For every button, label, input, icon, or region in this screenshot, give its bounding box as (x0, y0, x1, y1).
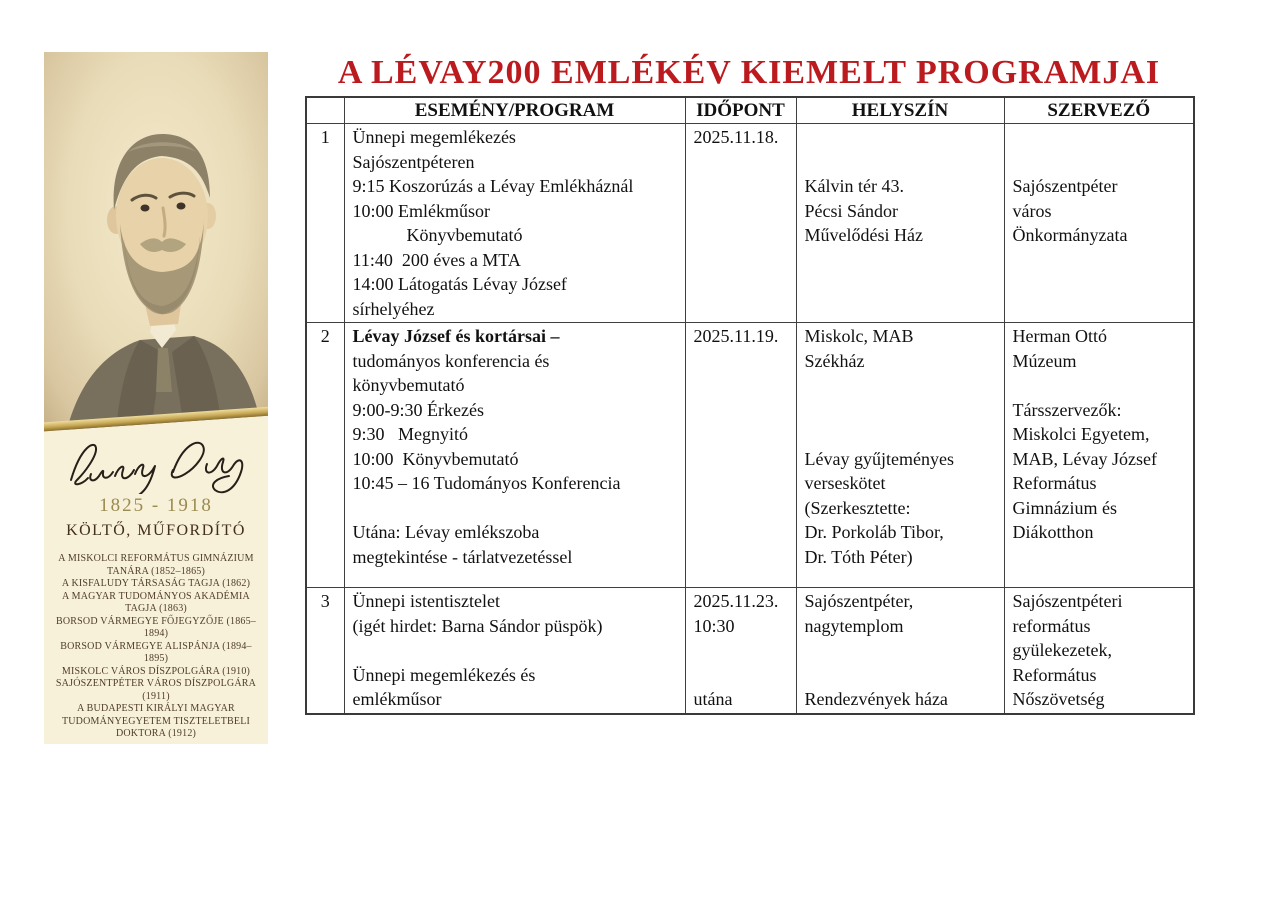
place-cell (796, 323, 1004, 588)
time-text: 2025.11.23. 10:30 utána (693, 591, 779, 709)
event-title-bold: Lévay József és kortársai – (352, 326, 560, 346)
honor-item: A BUDAPESTI KIRÁLYI MAGYAR TUDOMÁNYEGYETEM TISZTELETBELI DOKTORA (1912) (61, 703, 251, 739)
event-text: Ünnepi megemlékezés Sajószentpéteren 9:15 Koszorúzás a Lévay Emlékháznál 10:00 Emlékműsor Könyvbemutató 11:40 200 éves a MTA 14:00 Látogatás Lévay József sírhelyéhez (352, 127, 634, 319)
honor-item: A KISFALUDY TÁRSASÁG TAGJA (1862) (61, 578, 251, 589)
col-header-place: HELYSZÍN (796, 97, 1004, 124)
time-cell (685, 323, 796, 588)
life-dates: 1825 - 1918 (99, 495, 213, 516)
honor-item: A MAGYAR TUDOMÁNYOS AKADÉMIA TAGJA (1863) (62, 590, 250, 614)
col-header-num (306, 97, 344, 124)
time-text: 2025.11.18. (693, 127, 779, 147)
levay-signature (61, 436, 251, 494)
place-cell (796, 588, 1004, 714)
col-header-event: ESEMÉNY/PROGRAM (344, 97, 685, 124)
table-row (306, 323, 1194, 588)
place-cell (796, 124, 1004, 323)
event-cell (344, 124, 685, 323)
page-title: A LÉVAY200 EMLÉKÉV KIEMELT PROGRAMJAI (337, 54, 1161, 91)
place-text: Sajószentpéter, nagytemplom Rendezvények háza (804, 591, 948, 709)
col-header-time: IDŐPONT (685, 97, 796, 124)
honor-item: BORSOD VÁRMEGYE FŐJEGYZŐJE (1865–1894) (55, 615, 257, 639)
honor-item: MISKOLC VÁROS DÍSZPOLGÁRA (1910) (61, 665, 251, 677)
row-number: 3 (306, 588, 344, 714)
organizer-text: Herman Ottó Múzeum Társszervezők: Miskolci Egyetem, MAB, Lévay József Református Gimnázium és Diákotthon (1012, 326, 1157, 542)
left-panel (44, 52, 268, 744)
portrait-photo (44, 52, 268, 452)
time-cell (685, 124, 796, 323)
col-header-organizer: SZERVEZŐ (1004, 97, 1194, 124)
organizer-cell (1004, 124, 1194, 323)
program-table (305, 96, 1195, 715)
honor-item: BORSOD VÁRMEGYE ALISPÁNJA (1894–1895) (60, 640, 252, 664)
table-row (306, 588, 1194, 714)
event-cell (344, 588, 685, 714)
organizer-text: Sajószentpéteri református gyülekezetek, Református Nőszövetség (1012, 591, 1123, 709)
time-text: 2025.11.19. (693, 326, 779, 346)
row-number: 2 (306, 323, 344, 588)
row-number: 1 (306, 124, 344, 323)
event-text: Ünnepi istentisztelet (igét hirdet: Barna Sándor püspök) Ünnepi megemlékezés és emlékműsor (352, 591, 603, 709)
levay-portrait-image (44, 52, 268, 452)
event-cell (344, 323, 685, 588)
panel-info (44, 436, 268, 741)
organizer-cell (1004, 588, 1194, 714)
header-row (306, 97, 1194, 124)
honors-list (50, 553, 262, 741)
organizer-text: Sajószentpéter város Önkormányzata (1012, 176, 1128, 245)
place-text: Kálvin tér 43. Pécsi Sándor Művelődési Ház (804, 176, 923, 245)
event-text: tudományos konferencia és könyvbemutató 9:00-9:30 Érkezés 9:30 Megnyitó 10:00 Könyvbemutató 10:45 – 16 Tudományos Konferencia Utána: Lévay emlékszoba megtekintése - tárlatvezetéssel (352, 350, 621, 567)
organizer-cell (1004, 323, 1194, 588)
honor-item: SAJÓSZENTPÉTER VÁROS DÍSZPOLGÁRA (1911) (55, 678, 257, 702)
time-cell (685, 588, 796, 714)
program-table-wrap (305, 96, 1195, 715)
place-text: Miskolc, MAB Székház Lévay gyűjteményes verseskötet (Szerkesztette: Dr. Porkoláb Tibor, Dr. Tóth Péter) (804, 326, 954, 567)
honor-item: A MISKOLCI REFORMÁTUS GIMNÁZIUM TANÁRA (1852–1865) (58, 553, 254, 577)
table-row (306, 124, 1194, 323)
profession-label: KÖLTŐ, MŰFORDÍTÓ (66, 522, 246, 539)
